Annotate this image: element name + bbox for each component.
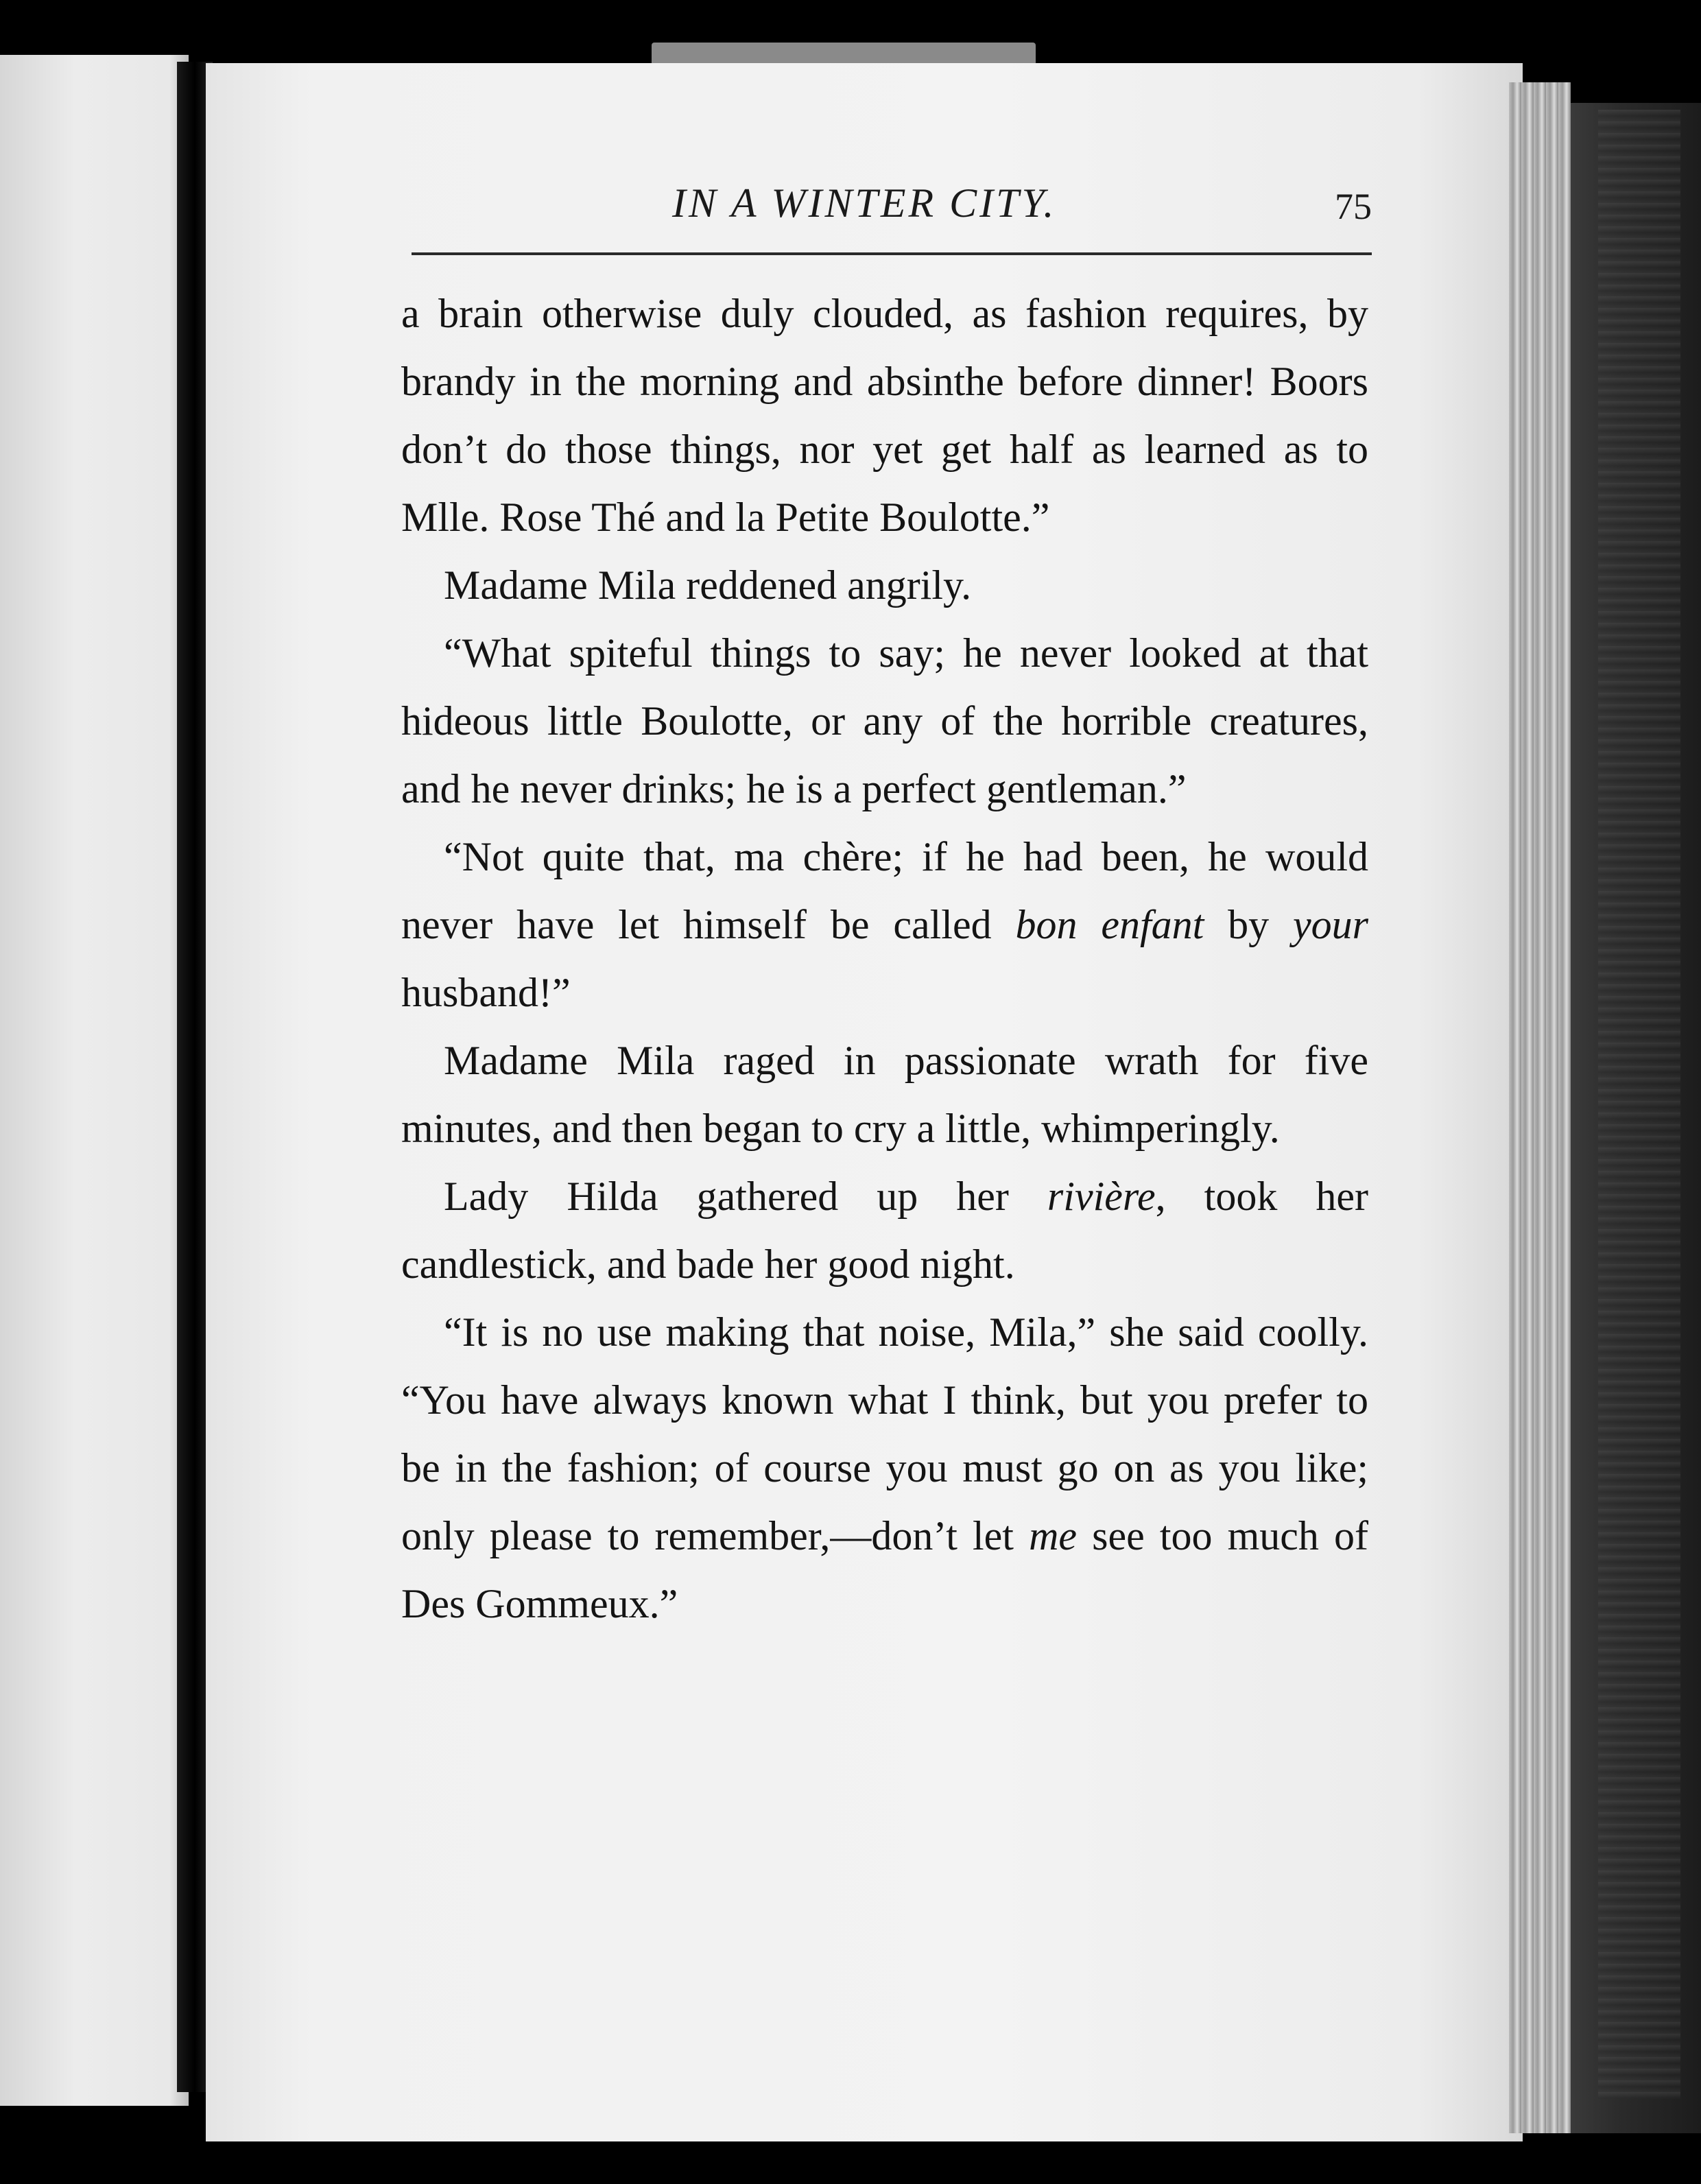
paragraph [401, 551, 1368, 619]
body-text [401, 280, 1368, 1638]
paragraph [401, 280, 1368, 551]
paragraph [401, 1027, 1368, 1163]
text-segment: “Not quite that, ma chère; if he had been, he would never have let himself be called [401, 834, 1368, 947]
text-segment: see too much of Des Gommeux.” [401, 1513, 1368, 1626]
italic-text-segment: bon enfant [1015, 902, 1204, 947]
text-segment: , took her candlestick, and bade her good night. [401, 1174, 1368, 1287]
header-rule [412, 252, 1372, 255]
paragraph [401, 1298, 1368, 1638]
paragraph [401, 823, 1368, 1027]
italic-text-segment: your [1293, 902, 1369, 947]
cover-texture [1598, 110, 1680, 2099]
running-head [412, 180, 1372, 235]
text-segment: Madame Mila reddened angrily. [444, 562, 972, 608]
text-segment: Madame Mila raged in passionate wrath for five minutes, and then began to cry a little, whimperingly. [401, 1038, 1368, 1151]
paragraph [401, 619, 1368, 823]
text-segment: a brain otherwise duly clouded, as fashion requires, by brandy in the morning and absinthe before dinner! Boors don’t do those things, nor yet get half as learned as to Mlle. Rose Thé and la Petite Boulotte.” [401, 291, 1368, 540]
text-segment: husband!” [401, 970, 571, 1015]
italic-text-segment: me [1029, 1513, 1078, 1558]
text-segment: “It is no use making that noise, Mila,” she said coolly. “You have always known what I think, but you prefer to be in the fashion; of course you must go on as you like; only please to remember,—don’t let [401, 1309, 1368, 1558]
italic-text-segment: rivière [1047, 1174, 1156, 1219]
text-segment: by [1204, 902, 1294, 947]
paragraph [401, 1163, 1368, 1298]
running-title: IN A WINTER CITY. [672, 180, 1057, 226]
text-segment: “What spiteful things to say; he never looked at that hideous little Boulotte, or any of the horrible creatures, and he never drinks; he is a perfect gentleman.” [401, 630, 1368, 811]
text-segment: Lady Hilda gathered up her [444, 1174, 1047, 1219]
facing-page-edge [0, 55, 189, 2106]
page-stack-edge [1509, 82, 1571, 2133]
page-number: 75 [1335, 186, 1372, 227]
